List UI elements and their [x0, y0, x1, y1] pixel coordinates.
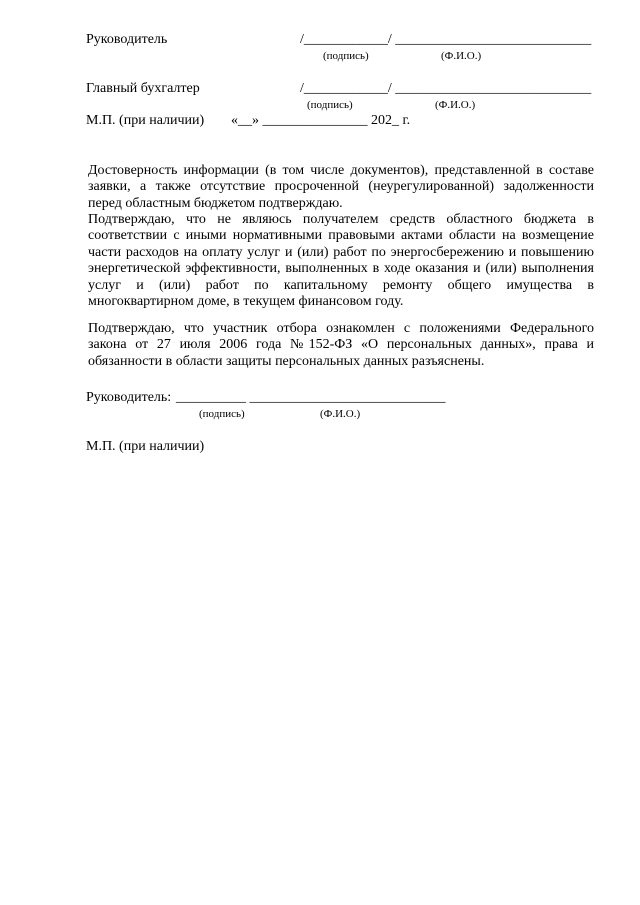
paragraph-personal-data	[88, 321, 594, 370]
accountant-signature-label: Главный бухгалтер	[86, 81, 200, 96]
paragraph-reliability-text: Достоверность информации (в том числе документов), представленной в составе заявки, а также отсутствие просроченной (неурегулированной) задолженности перед областным бюджетом подтверждаю.	[88, 163, 594, 211]
bottom-head-signature-label: Руководитель:	[86, 390, 172, 405]
paragraph-reliability	[88, 163, 594, 212]
bottom-head-signature-caption: (подпись)	[199, 408, 245, 420]
date-line: «__» _______________ 202_ г.	[231, 113, 411, 128]
paragraph-not-recipient	[88, 212, 594, 310]
seal-label: М.П. (при наличии)	[86, 113, 205, 128]
paragraph-not-recipient-text: Подтверждаю, что не являюсь получателем средств областного бюджета в соответствии с иными нормативными правовыми актами области на возмещение части расходов на оплату услуг и (или) работ по энергосбережению и повышению энергетической эффективности, выполненных в ходе оказания и (или) выполнения услуг и (или) работ по капитальному ремонту общего имущества в многоквартирном доме, в текущем финансовом году.	[88, 212, 594, 310]
bottom-head-name-caption: (Ф.И.О.)	[320, 408, 361, 420]
accountant-signature-line: /____________/ ____________________________	[300, 81, 592, 96]
paragraph-personal-data-text: Подтверждаю, что участник отбора ознакомлен с положениями Федерального закона от 27 июля 2006 года №152-ФЗ «О персональных данных», права и обязанности в области защиты персональных данных разъяснены.	[88, 321, 594, 369]
accountant-name-caption: (Ф.И.О.)	[435, 99, 476, 111]
bottom-seal-label: М.П. (при наличии)	[86, 439, 205, 454]
accountant-signature-caption: (подпись)	[307, 99, 353, 111]
bottom-head-signature-line: __________ ____________________________	[176, 390, 446, 405]
head-signature-label: Руководитель	[86, 32, 168, 47]
head-signature-line: /____________/ ____________________________	[300, 32, 592, 47]
head-signature-caption: (подпись)	[323, 50, 369, 62]
head-name-caption: (Ф.И.О.)	[441, 50, 482, 62]
